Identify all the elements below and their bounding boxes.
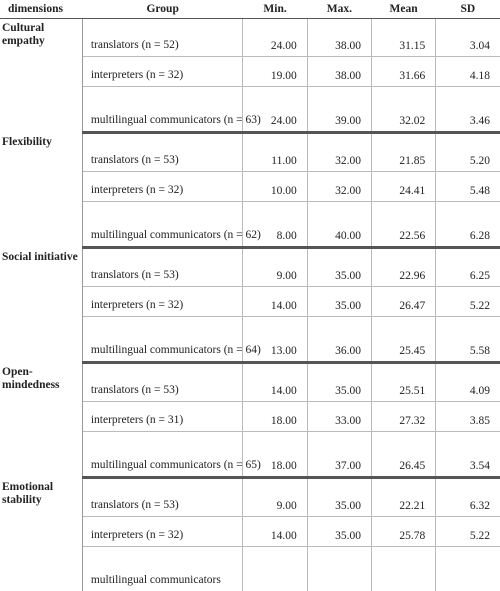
group-label: multilingual communicators (n = 65) bbox=[82, 432, 243, 478]
table-row bbox=[0, 478, 500, 517]
min-value: 14.00 bbox=[243, 287, 307, 317]
mean-value: 27.32 bbox=[371, 402, 435, 432]
dimension-label: Social initiative bbox=[0, 248, 82, 363]
sd-value: 3.54 bbox=[436, 432, 500, 478]
min-value: 8.00 bbox=[243, 202, 307, 248]
mean-value: 25.78 bbox=[371, 517, 435, 547]
group-label: interpreters (n = 32) bbox=[82, 287, 243, 317]
mean-value: 31.15 bbox=[371, 19, 435, 57]
max-value: 35.00 bbox=[307, 363, 371, 402]
min-value: 24.00 bbox=[243, 19, 307, 57]
max-value: 37.00 bbox=[307, 432, 371, 478]
min-value: 10.00 bbox=[243, 172, 307, 202]
group-label: interpreters (n = 32) bbox=[82, 172, 243, 202]
max-value: 39.00 bbox=[307, 87, 371, 133]
group-label: multilingual communicators (n = 64) bbox=[82, 317, 243, 363]
dimension-label: Open-mindedness bbox=[0, 363, 82, 478]
min-value: 13.00 bbox=[243, 317, 307, 363]
mean-value bbox=[371, 547, 435, 591]
sd-value: 5.20 bbox=[436, 133, 500, 172]
mean-value: 31.66 bbox=[371, 57, 435, 87]
sd-value: 4.18 bbox=[436, 57, 500, 87]
header-group: Group bbox=[82, 0, 243, 19]
table-row bbox=[0, 363, 500, 402]
group-label: translators (n = 52) bbox=[82, 19, 243, 57]
group-label: interpreters (n = 32) bbox=[82, 57, 243, 87]
sd-value: 3.04 bbox=[436, 19, 500, 57]
dimension-label: Emotional stability bbox=[0, 478, 82, 591]
mean-value: 24.41 bbox=[371, 172, 435, 202]
group-label: multilingual communicators bbox=[82, 547, 243, 591]
group-label: interpreters (n = 31) bbox=[82, 402, 243, 432]
header-min: Min. bbox=[243, 0, 307, 19]
table-row bbox=[0, 19, 500, 57]
max-value bbox=[307, 547, 371, 591]
header-dimensions: dimensions bbox=[0, 0, 82, 19]
max-value: 35.00 bbox=[307, 287, 371, 317]
max-value: 40.00 bbox=[307, 202, 371, 248]
max-value: 38.00 bbox=[307, 19, 371, 57]
sd-value: 6.25 bbox=[436, 248, 500, 287]
sd-value: 6.32 bbox=[436, 478, 500, 517]
mean-value: 22.96 bbox=[371, 248, 435, 287]
sd-value: 5.58 bbox=[436, 317, 500, 363]
max-value: 35.00 bbox=[307, 517, 371, 547]
mean-value: 22.56 bbox=[371, 202, 435, 248]
group-label: translators (n = 53) bbox=[82, 248, 243, 287]
group-label: multilingual communicators (n = 63) bbox=[82, 87, 243, 133]
max-value: 32.00 bbox=[307, 172, 371, 202]
max-value: 32.00 bbox=[307, 133, 371, 172]
header-max: Max. bbox=[307, 0, 371, 19]
min-value bbox=[243, 547, 307, 591]
dimension-label: Flexibility bbox=[0, 133, 82, 248]
sd-value: 3.46 bbox=[436, 87, 500, 133]
mean-value: 21.85 bbox=[371, 133, 435, 172]
group-label: translators (n = 53) bbox=[82, 133, 243, 172]
sd-value bbox=[436, 547, 500, 591]
min-value: 18.00 bbox=[243, 432, 307, 478]
min-value: 9.00 bbox=[243, 478, 307, 517]
min-value: 9.00 bbox=[243, 248, 307, 287]
sd-value: 4.09 bbox=[436, 363, 500, 402]
group-label: interpreters (n = 32) bbox=[82, 517, 243, 547]
table-row bbox=[0, 248, 500, 287]
max-value: 35.00 bbox=[307, 478, 371, 517]
min-value: 11.00 bbox=[243, 133, 307, 172]
sd-value: 6.28 bbox=[436, 202, 500, 248]
group-label: translators (n = 53) bbox=[82, 478, 243, 517]
sd-value: 3.85 bbox=[436, 402, 500, 432]
table-row bbox=[0, 133, 500, 172]
dimension-label: Cultural empathy bbox=[0, 19, 82, 133]
max-value: 38.00 bbox=[307, 57, 371, 87]
min-value: 24.00 bbox=[243, 87, 307, 133]
mean-value: 32.02 bbox=[371, 87, 435, 133]
max-value: 33.00 bbox=[307, 402, 371, 432]
sd-value: 5.22 bbox=[436, 517, 500, 547]
group-label: multilingual communicators (n = 62) bbox=[82, 202, 243, 248]
group-label: translators (n = 53) bbox=[82, 363, 243, 402]
mean-value: 22.21 bbox=[371, 478, 435, 517]
max-value: 35.00 bbox=[307, 248, 371, 287]
table-header-row bbox=[0, 0, 500, 19]
mean-value: 26.45 bbox=[371, 432, 435, 478]
min-value: 19.00 bbox=[243, 57, 307, 87]
min-value: 18.00 bbox=[243, 402, 307, 432]
sd-value: 5.22 bbox=[436, 287, 500, 317]
sd-value: 5.48 bbox=[436, 172, 500, 202]
header-mean: Mean bbox=[371, 0, 435, 19]
min-value: 14.00 bbox=[243, 517, 307, 547]
mean-value: 25.51 bbox=[371, 363, 435, 402]
mean-value: 26.47 bbox=[371, 287, 435, 317]
max-value: 36.00 bbox=[307, 317, 371, 363]
mean-value: 25.45 bbox=[371, 317, 435, 363]
min-value: 14.00 bbox=[243, 363, 307, 402]
header-sd: SD bbox=[436, 0, 500, 19]
